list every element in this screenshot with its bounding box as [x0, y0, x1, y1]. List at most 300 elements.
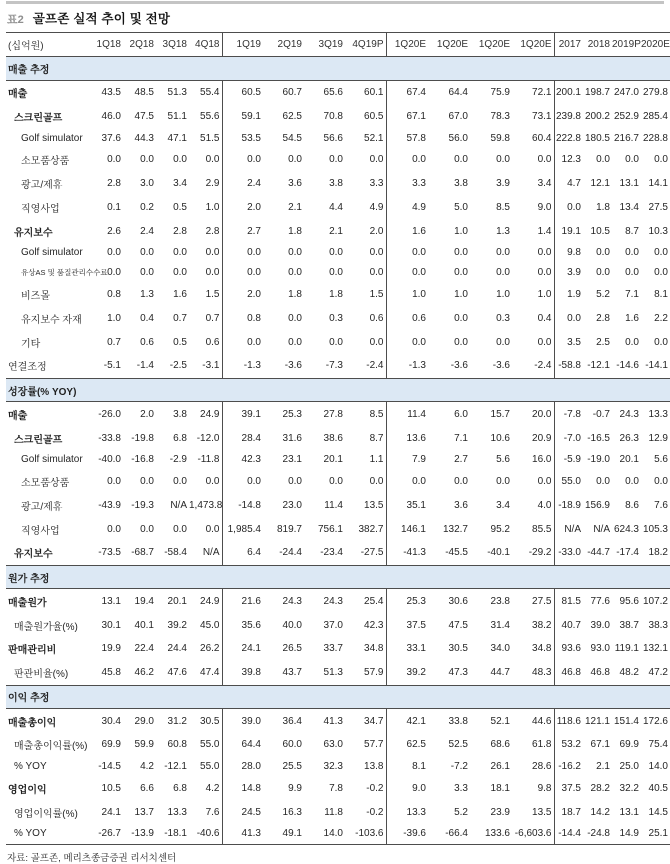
cell-value: 24.4 [167, 643, 187, 655]
cell-value: 2.0 [345, 219, 386, 243]
cell-value: 0.0 [625, 247, 639, 259]
cell-value: 0.7 [173, 312, 187, 324]
cell-value: -0.2 [345, 800, 386, 824]
cell-value: 0.0 [288, 154, 302, 166]
cell-value: 13.4 [619, 201, 639, 213]
cell-value: 8.5 [345, 402, 386, 426]
table-row [6, 426, 670, 450]
cell-value: 0.0 [107, 154, 121, 166]
column-header: 2Q19 [263, 33, 304, 57]
cell-value: 8.6 [625, 499, 639, 511]
table-row [6, 493, 670, 517]
table-row [6, 196, 670, 220]
cell-value: 105.3 [642, 523, 668, 535]
cell-value: 13.6 [406, 432, 426, 444]
cell-value: 5.0 [454, 201, 468, 213]
cell-value: 47.5 [448, 619, 468, 631]
cell-value: 121.1 [584, 715, 610, 727]
cell-value: 43.5 [101, 86, 121, 98]
cell-value: 2.2 [654, 312, 668, 324]
cell-value: 133.6 [484, 828, 510, 840]
cell-value: -3.6 [492, 360, 510, 372]
column-header: 1Q20E [386, 33, 428, 57]
cell-value: -73.5 [98, 547, 121, 559]
cell-value: 0.0 [496, 267, 510, 279]
cell-value: 53.5 [241, 132, 261, 144]
cell-value: 239.8 [555, 110, 581, 122]
cell-value: 1.1 [345, 450, 386, 470]
cell-value: -16.8 [131, 454, 154, 466]
row-label: 매출총이익률(%) [14, 741, 88, 753]
cell-value: 4.7 [567, 178, 581, 190]
cell-value: 0.8 [247, 312, 261, 324]
cell-value: 57.8 [406, 132, 426, 144]
table-row [6, 306, 670, 330]
cell-value: -14.1 [645, 360, 668, 372]
cell-value: 19.4 [134, 595, 154, 607]
cell-value: 247.0 [613, 86, 639, 98]
row-label: 매출원가율(%) [14, 621, 78, 633]
table-row [6, 824, 670, 844]
cell-value: 31.4 [490, 619, 510, 631]
row-label: 판관비율(%) [14, 669, 69, 681]
section-band-label: 이익 추정 [6, 685, 670, 709]
cell-value: 0.0 [329, 154, 343, 166]
cell-value: -58.4 [164, 547, 187, 559]
row-label: 매출 [8, 88, 28, 100]
cell-value: 38.3 [648, 619, 668, 631]
table-header-row [6, 33, 670, 57]
cell-value: -7.0 [563, 432, 581, 444]
cell-value: 12.3 [561, 154, 581, 166]
cell-value: 0.6 [140, 336, 154, 348]
cell-value: 25.0 [619, 761, 639, 773]
cell-value: -0.7 [592, 408, 610, 420]
cell-value: 20.1 [323, 454, 343, 466]
cell-value: 7.6 [189, 800, 222, 824]
report-table-page [0, 1, 670, 864]
cell-value: 18.7 [561, 806, 581, 818]
table-row [6, 661, 670, 685]
cell-value: -7.8 [563, 408, 581, 420]
cell-value: 0.0 [512, 243, 554, 263]
cell-value: 0.0 [345, 263, 386, 283]
cell-value: 7.9 [412, 454, 426, 466]
row-label: Golf simulator [21, 247, 83, 259]
cell-value: 2.7 [247, 225, 261, 237]
cell-value: 2.1 [288, 201, 302, 213]
financial-table [6, 32, 670, 845]
cell-value: -3.1 [189, 354, 222, 378]
cell-value: -24.4 [279, 547, 302, 559]
cell-value: 0.0 [454, 267, 468, 279]
cell-value: 67.0 [448, 110, 468, 122]
table-row [6, 354, 670, 378]
cell-value: 6.4 [247, 547, 261, 559]
table-row [6, 757, 670, 777]
cell-value: 44.6 [512, 709, 554, 733]
cell-value: 30.1 [101, 619, 121, 631]
cell-value: 32.2 [619, 782, 639, 794]
cell-value: 55.0 [189, 733, 222, 757]
cell-value: 28.2 [590, 782, 610, 794]
cell-value: 200.2 [584, 110, 610, 122]
cell-value: 198.7 [584, 86, 610, 98]
cell-value: 45.0 [189, 613, 222, 637]
cell-value: 33.7 [323, 643, 343, 655]
cell-value: 20.9 [512, 426, 554, 450]
cell-value: 47.3 [448, 667, 468, 679]
table-title: 골프존 실적 추이 및 전망 [32, 12, 171, 26]
cell-value: 3.4 [173, 178, 187, 190]
cell-value: 75.9 [490, 86, 510, 98]
cell-value: 4.9 [412, 201, 426, 213]
cell-value: 0.0 [288, 267, 302, 279]
row-label: 광고/제휴 [21, 501, 63, 513]
cell-value: 0.6 [345, 306, 386, 330]
cell-value: 2.8 [189, 219, 222, 243]
cell-value: -11.8 [189, 450, 222, 470]
cell-value: -68.7 [131, 547, 154, 559]
cell-value: 61.8 [512, 733, 554, 757]
row-label: 판매관리비 [8, 645, 57, 657]
row-label: 직영사업 [21, 525, 60, 537]
cell-value: 8.1 [412, 761, 426, 773]
cell-value: 1.3 [140, 289, 154, 301]
row-label: 광고/제휴 [21, 180, 63, 192]
cell-value: 11.4 [407, 408, 426, 420]
cell-value: 0.0 [654, 267, 668, 279]
cell-value: 4.2 [189, 776, 222, 800]
row-label: 영업이익 [8, 784, 47, 796]
cell-value: 0.0 [173, 476, 187, 488]
cell-value: -5.9 [563, 454, 581, 466]
cell-value: 0.0 [288, 247, 302, 259]
cell-value: 57.9 [345, 661, 386, 685]
cell-value: 39.0 [241, 715, 261, 727]
cell-value: 60.1 [345, 80, 386, 104]
cell-value: 55.0 [189, 757, 222, 777]
cell-value: 228.8 [642, 132, 668, 144]
cell-value: 0.0 [596, 267, 610, 279]
cell-value: 151.4 [613, 715, 639, 727]
cell-value: 0.4 [512, 306, 554, 330]
cell-value: 60.7 [282, 86, 302, 98]
cell-value: 13.8 [345, 757, 386, 777]
cell-value: -18.1 [164, 828, 187, 840]
cell-value: -3.6 [450, 360, 468, 372]
cell-value: 26.1 [490, 761, 510, 773]
cell-value: 0.0 [140, 523, 154, 535]
cell-value: -12.0 [189, 426, 222, 450]
cell-value: 7.1 [625, 289, 639, 301]
cell-value: 18.2 [648, 547, 668, 559]
cell-value: 34.7 [345, 709, 386, 733]
cell-value: 12.9 [648, 432, 668, 444]
cell-value: 1.6 [173, 289, 187, 301]
cell-value: 69.9 [101, 739, 121, 751]
cell-value: 14.0 [648, 761, 668, 773]
cell-value: 24.5 [241, 806, 261, 818]
cell-value: 1.0 [412, 289, 426, 301]
cell-value: 67.4 [406, 86, 426, 98]
cell-value: -103.6 [345, 824, 386, 844]
table-row [6, 219, 670, 243]
cell-value: 46.2 [134, 667, 154, 679]
cell-value: 180.5 [584, 132, 610, 144]
cell-value: 37.6 [101, 132, 121, 144]
cell-value: 0.0 [329, 247, 343, 259]
cell-value: 39.2 [406, 667, 426, 679]
section-band-label: 매출 추정 [6, 57, 670, 81]
cell-value: 0.0 [107, 476, 121, 488]
cell-value: 0.0 [173, 523, 187, 535]
cell-value: 25.1 [648, 828, 668, 840]
cell-value: 1.8 [288, 289, 302, 301]
cell-value: 0.0 [412, 154, 426, 166]
row-label: 매출총이익 [8, 717, 57, 729]
cell-value: 2.1 [596, 761, 610, 773]
cell-value: 24.9 [189, 589, 222, 613]
cell-value: 118.6 [556, 715, 581, 727]
cell-value: 23.1 [282, 454, 302, 466]
cell-value: 222.8 [555, 132, 581, 144]
cell-value: 40.1 [134, 619, 154, 631]
cell-value: 3.3 [454, 782, 468, 794]
cell-value: 23.0 [282, 499, 302, 511]
table-row [6, 541, 670, 565]
cell-value: 0.7 [107, 336, 121, 348]
cell-value: 47.6 [167, 667, 187, 679]
cell-value: 0.2 [140, 201, 154, 213]
cell-value: 7.1 [454, 432, 468, 444]
cell-value: 0.0 [412, 267, 426, 279]
cell-value: 0.0 [247, 267, 261, 279]
cell-value: 24.1 [101, 806, 121, 818]
cell-value: 0.0 [496, 336, 510, 348]
cell-value: 8.5 [496, 201, 510, 213]
cell-value: 47.5 [134, 110, 154, 122]
cell-value: 42.1 [406, 715, 426, 727]
cell-value: 756.1 [317, 523, 343, 535]
cell-value: 28.6 [512, 757, 554, 777]
cell-value: 52.1 [490, 715, 510, 727]
cell-value: -5.1 [103, 360, 121, 372]
cell-value: 8.1 [654, 289, 668, 301]
cell-value: 1.5 [189, 283, 222, 307]
cell-value: 3.8 [173, 408, 187, 420]
cell-value: 0.0 [512, 148, 554, 172]
cell-value: 55.6 [189, 104, 222, 128]
cell-value: -45.5 [445, 547, 468, 559]
cell-value: 81.5 [561, 595, 581, 607]
cell-value: 46.0 [101, 110, 121, 122]
cell-value: 13.7 [134, 806, 154, 818]
cell-value: 0.0 [596, 247, 610, 259]
cell-value: 1.8 [288, 225, 302, 237]
cell-value: 10.6 [490, 432, 510, 444]
cell-value: 48.2 [619, 667, 639, 679]
cell-value: 37.5 [406, 619, 426, 631]
cell-value: 22.4 [134, 643, 154, 655]
cell-value: 0.0 [454, 247, 468, 259]
cell-value: -16.5 [587, 432, 610, 444]
cell-value: 0.0 [107, 267, 121, 279]
column-header: 3Q18 [156, 33, 189, 57]
column-header: 2019P [612, 33, 641, 57]
column-header: 1Q20E [470, 33, 512, 57]
cell-value: 42.3 [345, 613, 386, 637]
cell-value: -26.7 [98, 828, 121, 840]
cell-value: 95.6 [619, 595, 639, 607]
cell-value: 13.3 [648, 408, 668, 420]
cell-value: 0.0 [412, 476, 426, 488]
cell-value: 1.0 [107, 312, 121, 324]
cell-value: 0.3 [329, 312, 343, 324]
cell-value: 19.1 [561, 225, 581, 237]
column-header: 2017 [554, 33, 583, 57]
cell-value: 60.4 [512, 128, 554, 148]
cell-value: 0.0 [625, 336, 639, 348]
cell-value: 2.4 [247, 178, 261, 190]
cell-value: 34.8 [512, 637, 554, 661]
cell-value: 4.0 [512, 493, 554, 517]
cell-value: 13.3 [167, 806, 187, 818]
cell-value: 0.6 [412, 312, 426, 324]
cell-value: 64.4 [241, 739, 261, 751]
row-label: % YOY [14, 761, 47, 773]
cell-value: -14.4 [558, 828, 581, 840]
cell-value: 1.0 [512, 283, 554, 307]
cell-value: 60.0 [282, 739, 302, 751]
cell-value: 63.0 [323, 739, 343, 751]
cell-value: 1.3 [496, 225, 510, 237]
cell-value: 3.4 [512, 172, 554, 196]
row-label: Golf simulator [21, 132, 83, 144]
cell-value: 25.3 [406, 595, 426, 607]
cell-value: 33.1 [406, 643, 426, 655]
cell-value: 59.9 [134, 739, 154, 751]
cell-value: 41.3 [323, 715, 343, 727]
cell-value: 60.5 [241, 86, 261, 98]
cell-value: 62.5 [406, 739, 426, 751]
cell-value: 132.1 [642, 643, 668, 655]
cell-value: 3.6 [288, 178, 302, 190]
cell-value: 3.8 [329, 178, 343, 190]
cell-value: 0.0 [496, 476, 510, 488]
cell-value: -2.9 [169, 454, 187, 466]
cell-value: 45.8 [101, 667, 121, 679]
cell-value: -13.9 [131, 828, 154, 840]
cell-value: 34.0 [490, 643, 510, 655]
row-label: 스크린골프 [14, 112, 63, 124]
cell-value: 0.0 [625, 476, 639, 488]
cell-value: 13.5 [512, 800, 554, 824]
cell-value: 27.5 [648, 201, 668, 213]
cell-value: 53.2 [561, 739, 581, 751]
column-header: 1Q18 [90, 33, 123, 57]
cell-value: 39.1 [241, 408, 261, 420]
cell-value: 48.3 [512, 661, 554, 685]
cell-value: 0.0 [496, 154, 510, 166]
table-row [6, 243, 670, 263]
cell-value: 40.7 [561, 619, 581, 631]
cell-value: 0.0 [454, 336, 468, 348]
cell-value: -40.1 [487, 547, 510, 559]
cell-value: 24.3 [619, 408, 639, 420]
cell-value: 44.3 [134, 132, 154, 144]
cell-value: -19.3 [131, 499, 154, 511]
cell-value: N/A [170, 499, 187, 511]
cell-value: 56.0 [448, 132, 468, 144]
cell-value: 52.5 [448, 739, 468, 751]
cell-value: 0.5 [173, 201, 187, 213]
cell-value: 0.0 [329, 476, 343, 488]
cell-value: 59.1 [241, 110, 261, 122]
cell-value: 0.0 [173, 247, 187, 259]
cell-value: 20.1 [167, 595, 187, 607]
cell-value: 32.3 [323, 761, 343, 773]
cell-value: 107.2 [642, 595, 668, 607]
table-row [6, 80, 670, 104]
cell-value: -44.7 [587, 547, 610, 559]
cell-value: 67.1 [406, 110, 426, 122]
cell-value: 0.0 [345, 148, 386, 172]
cell-value: 14.1 [648, 178, 668, 190]
cell-value: 30.5 [448, 643, 468, 655]
cell-value: 3.3 [412, 178, 426, 190]
row-label: 스크린골프 [14, 434, 63, 446]
cell-value: 78.3 [490, 110, 510, 122]
table-row [6, 733, 670, 757]
cell-value: -23.4 [320, 547, 343, 559]
cell-value: -19.8 [131, 432, 154, 444]
cell-value: 37.0 [323, 619, 343, 631]
cell-value: 146.1 [400, 523, 426, 535]
cell-value: 10.5 [590, 225, 610, 237]
cell-value: 26.3 [619, 432, 639, 444]
cell-value: 2.0 [140, 408, 154, 420]
cell-value: 13.3 [406, 806, 426, 818]
row-label: 기타 [21, 338, 41, 350]
cell-value: 55.0 [561, 476, 581, 488]
cell-value: 26.2 [189, 637, 222, 661]
table-tag-label: 표2 [7, 14, 24, 26]
cell-value: 47.2 [648, 667, 668, 679]
cell-value: 0.5 [173, 336, 187, 348]
cell-value: 27.5 [512, 589, 554, 613]
cell-value: 6.8 [173, 782, 187, 794]
cell-value: 0.0 [329, 336, 343, 348]
cell-value: 33.8 [448, 715, 468, 727]
table-row [6, 470, 670, 494]
cell-value: 25.3 [282, 408, 302, 420]
column-header: 2018 [583, 33, 612, 57]
cell-value: 13.5 [345, 493, 386, 517]
cell-value: 11.4 [324, 499, 343, 511]
cell-value: 819.7 [276, 523, 302, 535]
column-header: 1Q20E [512, 33, 554, 57]
cell-value: 0.0 [654, 247, 668, 259]
cell-value: 70.8 [323, 110, 343, 122]
cell-value: 172.6 [642, 715, 668, 727]
row-label: 매출 [8, 410, 28, 422]
cell-value: 0.0 [140, 476, 154, 488]
cell-value: 31.2 [167, 715, 187, 727]
cell-value: 119.1 [614, 643, 639, 655]
cell-value: 59.8 [490, 132, 510, 144]
cell-value: 14.8 [241, 782, 261, 794]
